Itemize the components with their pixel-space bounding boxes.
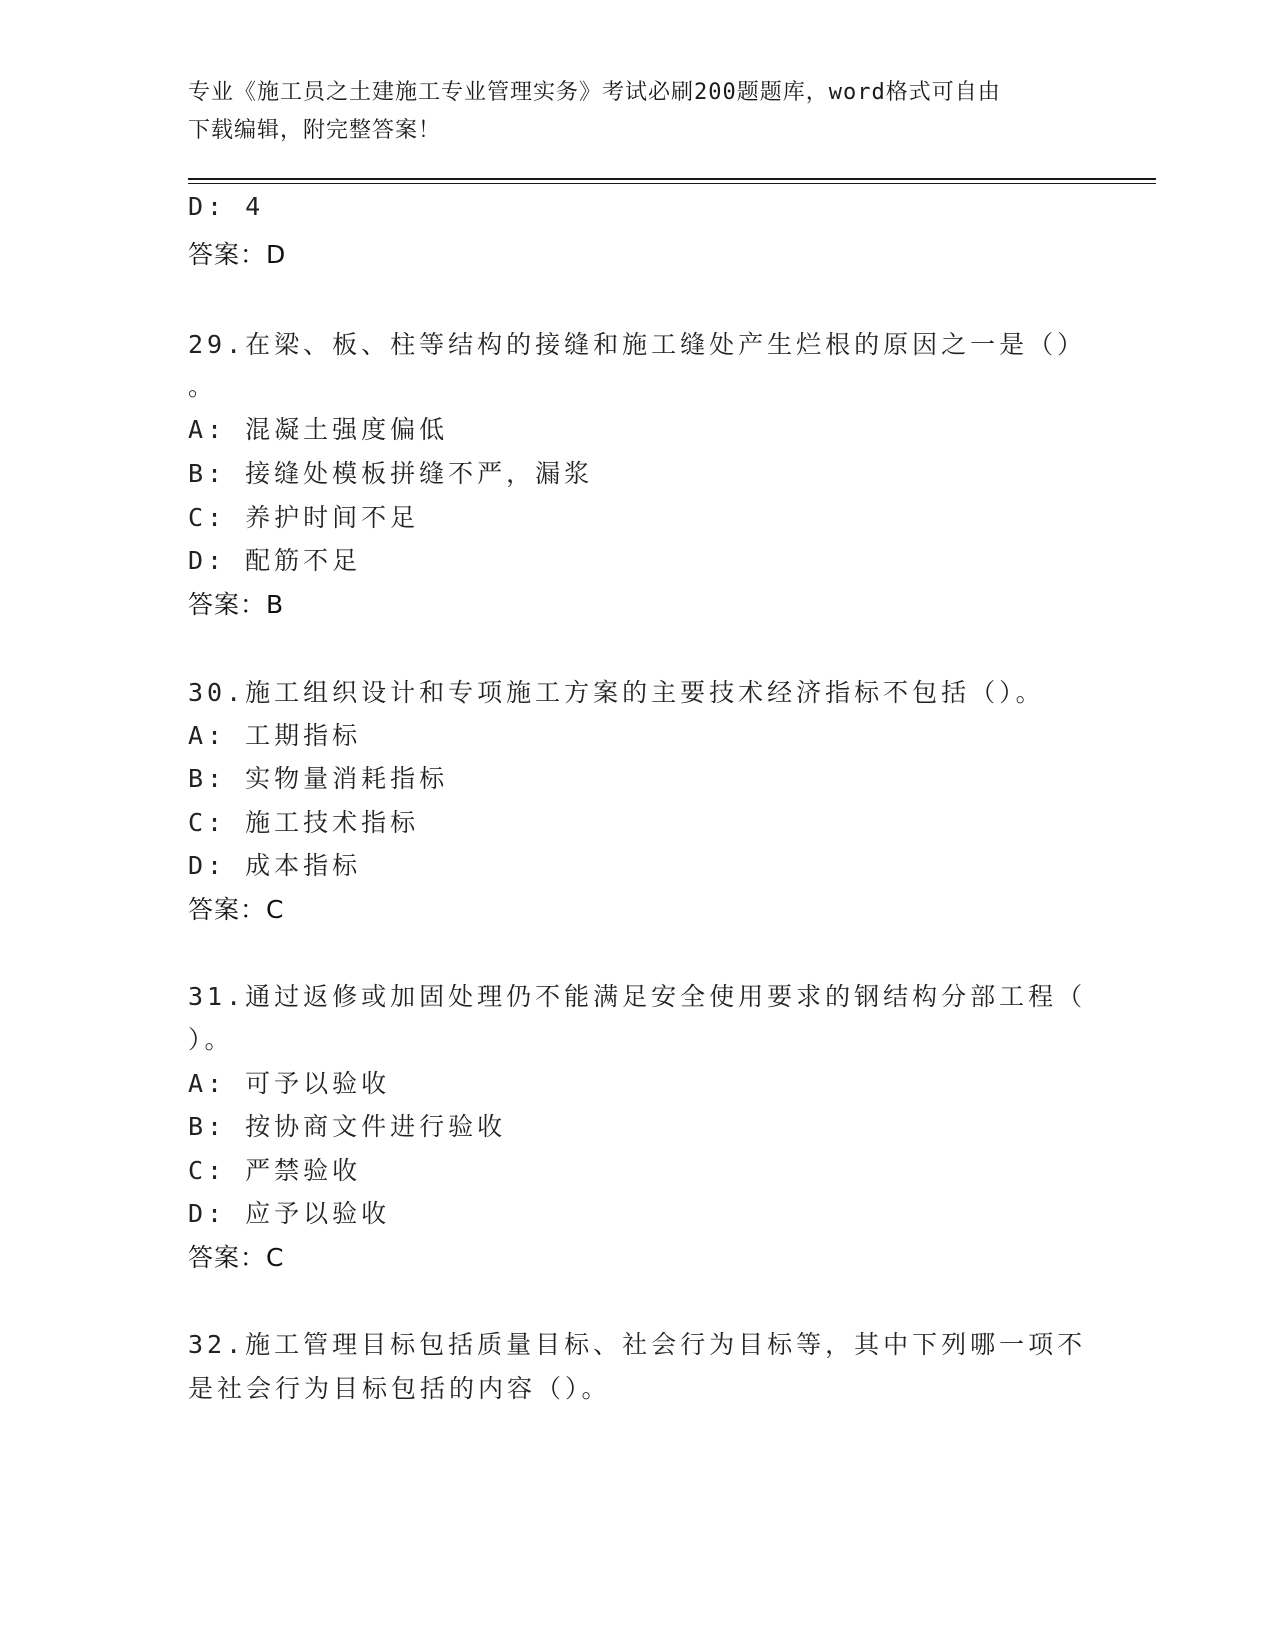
question-30-stem: 30.施工组织设计和专项施工方案的主要技术经济指标不包括（）。 bbox=[188, 678, 1045, 707]
question-31-option-a: A: 可予以验收 bbox=[188, 1069, 391, 1098]
header-divider-thin bbox=[188, 183, 1156, 184]
question-29-option-a: A: 混凝土强度偏低 bbox=[188, 415, 449, 444]
header-line-1: 专业《施工员之土建施工专业管理实务》考试必刷200题题库，word格式可自由 bbox=[188, 80, 1001, 105]
question-32-stem-cont: 是社会行为目标包括的内容（）。 bbox=[188, 1374, 611, 1403]
question-31-option-c: C: 严禁验收 bbox=[188, 1156, 362, 1185]
question-30-option-c: C: 施工技术指标 bbox=[188, 808, 420, 837]
question-31-option-d: D: 应予以验收 bbox=[188, 1199, 391, 1228]
prev-option-d: D: 4 bbox=[188, 192, 265, 221]
question-30-option-b: B: 实物量消耗指标 bbox=[188, 764, 449, 793]
question-29-option-d: D: 配筋不足 bbox=[188, 546, 362, 575]
prev-answer: 答案：D bbox=[188, 240, 287, 269]
question-32-stem: 32.施工管理目标包括质量目标、社会行为目标等，其中下列哪一项不 bbox=[188, 1330, 1087, 1359]
question-31-stem-cont: ）。 bbox=[188, 1025, 234, 1054]
header-line-2: 下载编辑，附完整答案！ bbox=[188, 118, 442, 143]
document-header bbox=[188, 74, 1068, 150]
question-30-option-d: D: 成本指标 bbox=[188, 851, 362, 880]
question-31-stem: 31.通过返修或加固处理仍不能满足安全使用要求的钢结构分部工程（ bbox=[188, 982, 1087, 1011]
question-30-option-a: A: 工期指标 bbox=[188, 721, 362, 750]
header-divider-thick bbox=[188, 178, 1156, 180]
question-30-answer: 答案：C bbox=[188, 895, 285, 924]
question-29-option-c: C: 养护时间不足 bbox=[188, 503, 420, 532]
question-29-answer: 答案：B bbox=[188, 590, 285, 619]
question-29-stem-cont: 。 bbox=[188, 372, 218, 401]
question-29-option-b: B: 接缝处模板拼缝不严，漏浆 bbox=[188, 459, 594, 488]
question-31-option-b: B: 按协商文件进行验收 bbox=[188, 1112, 507, 1141]
question-29-stem: 29.在梁、板、柱等结构的接缝和施工缝处产生烂根的原因之一是（） bbox=[188, 330, 1087, 359]
question-31-answer: 答案：C bbox=[188, 1243, 285, 1272]
